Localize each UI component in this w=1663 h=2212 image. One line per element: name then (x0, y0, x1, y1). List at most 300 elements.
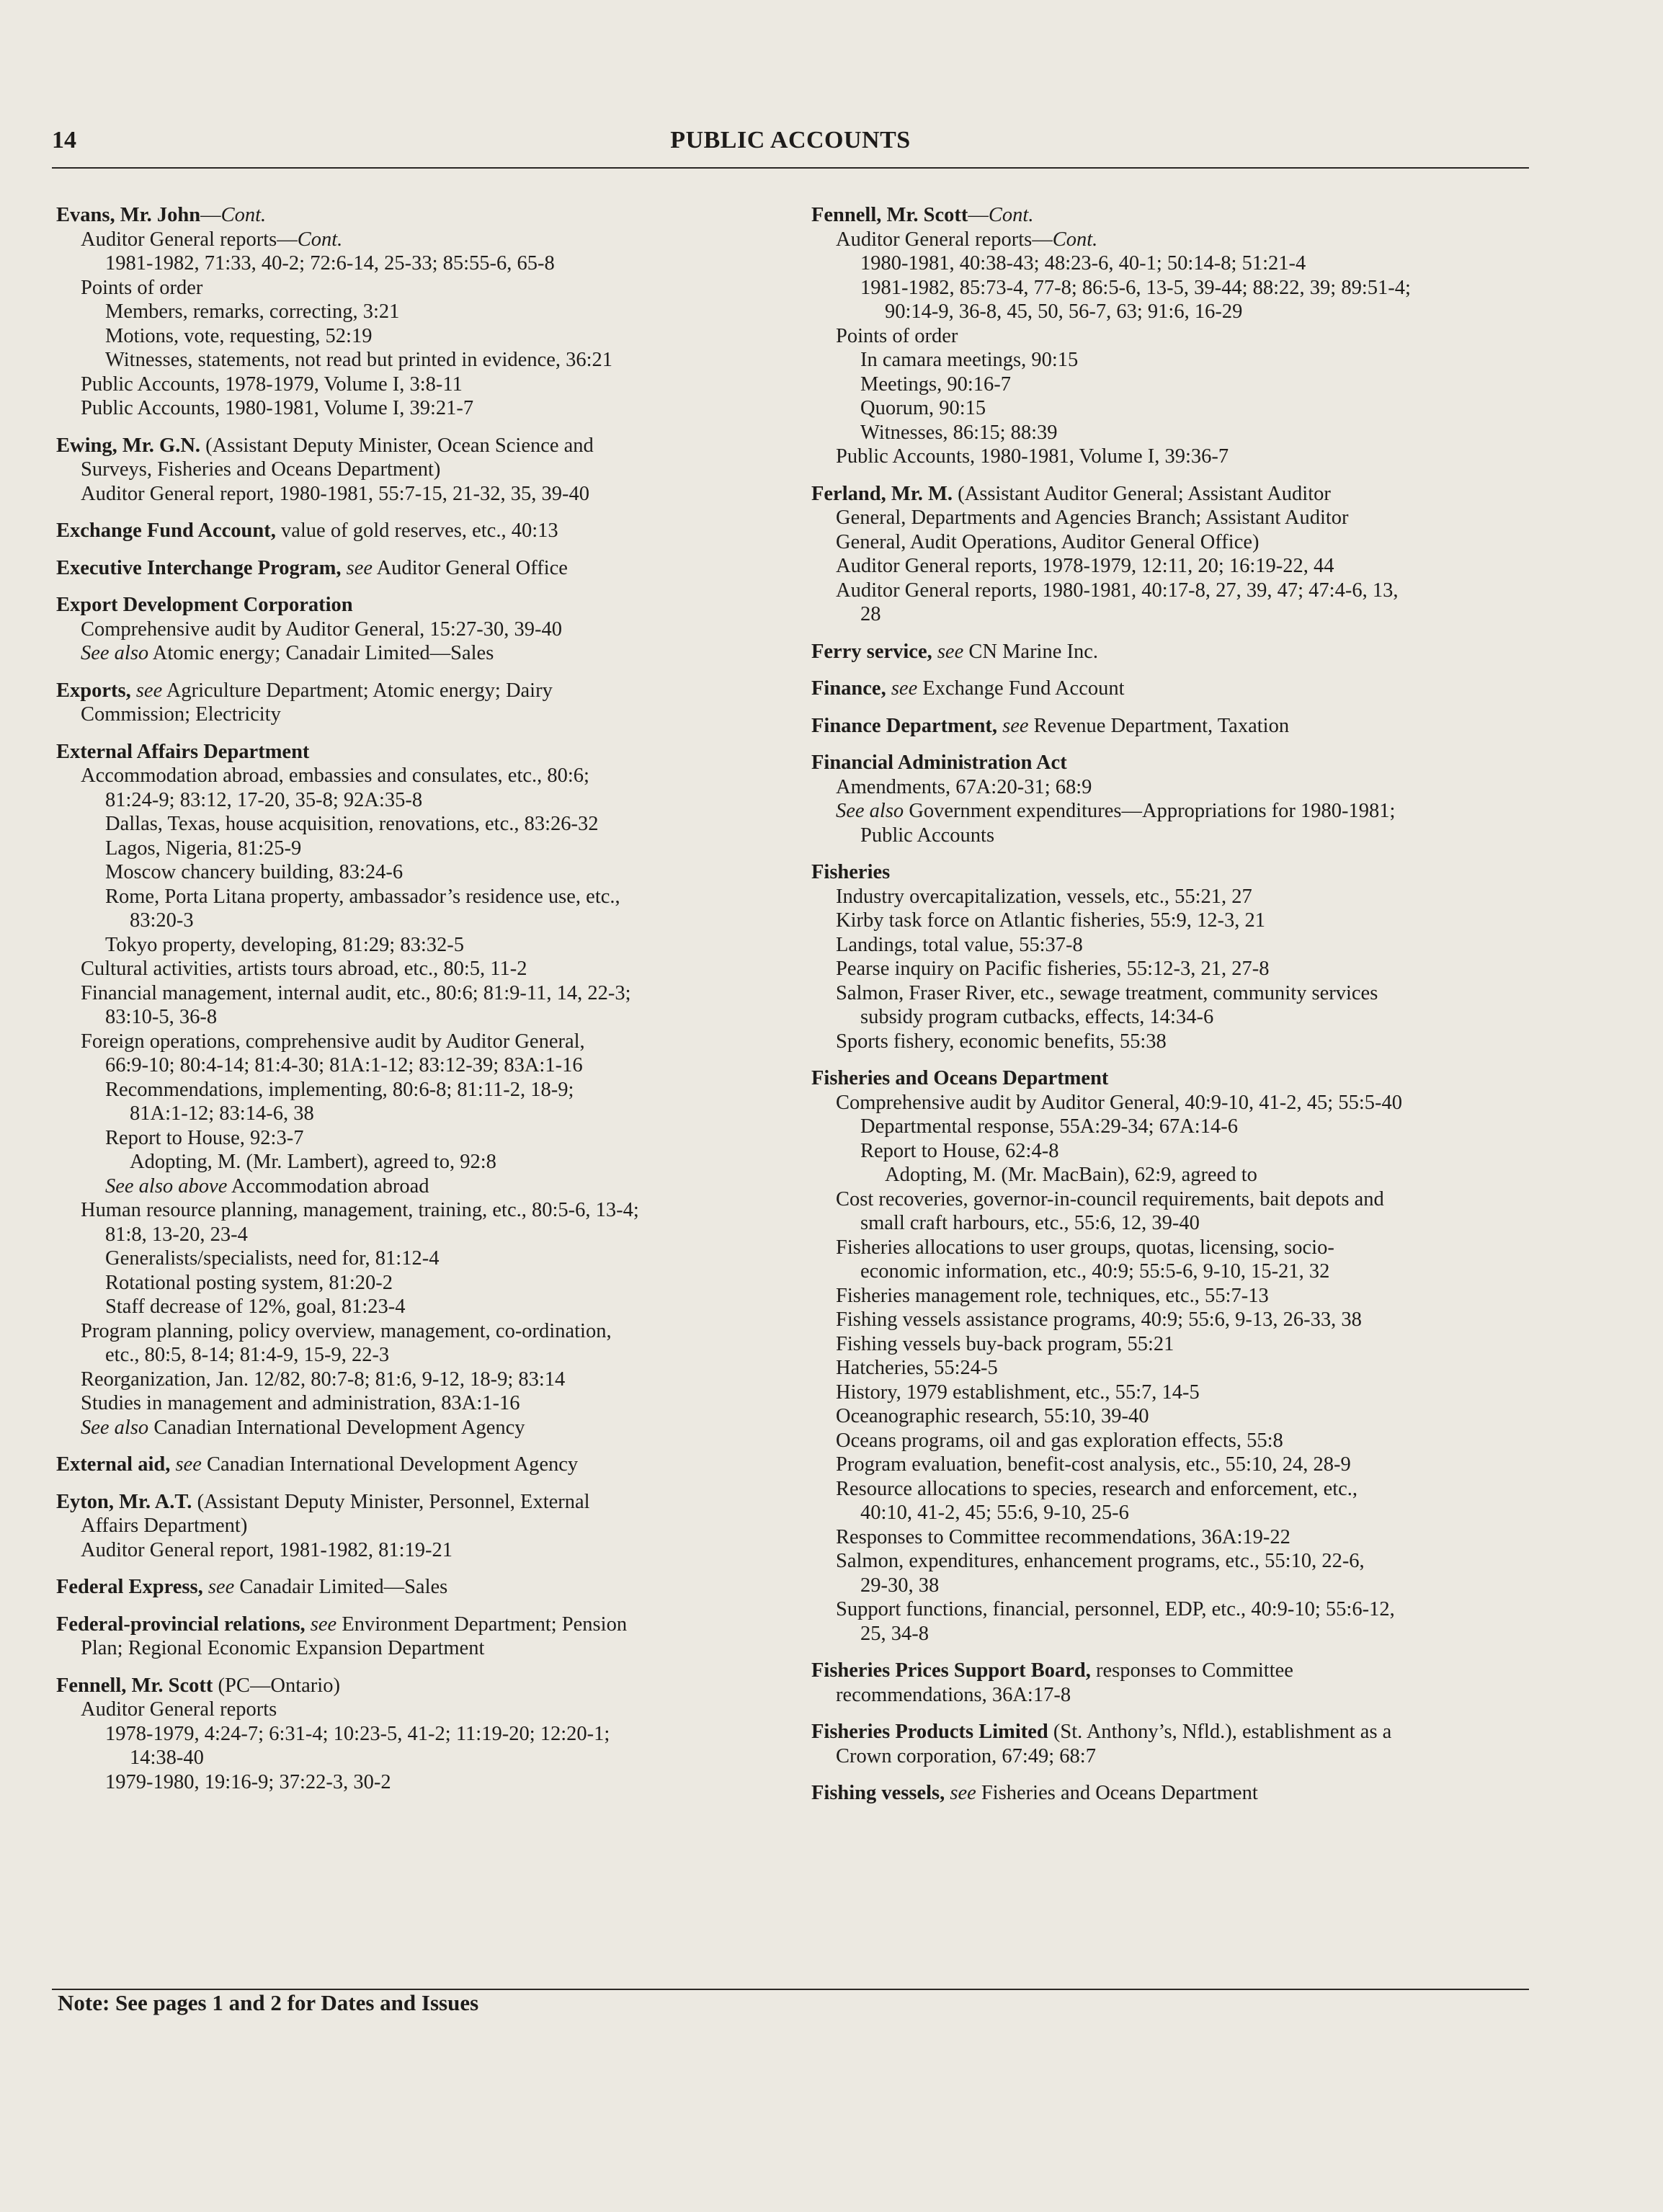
entry-subline (811, 1683, 1532, 1708)
entry-text: 1981-1982, 85:73-4, 77-8; 86:5-6, 13-5, 39-44; 88:22, 39; 89:51-4; (860, 276, 1411, 299)
entry-term: Exchange Fund Account, (56, 519, 276, 542)
entry-subline (811, 602, 1532, 627)
entry-subline (56, 396, 777, 421)
entry-subline (811, 228, 1532, 252)
entry-text: Affairs Department) (81, 1515, 248, 1537)
entry-subline (811, 933, 1532, 958)
entry-subline (811, 506, 1532, 530)
entry-text: Plan; Regional Economic Expansion Department (81, 1637, 485, 1659)
entry-text: Hatcheries, 55:24-5 (836, 1357, 998, 1379)
entry-text: recommendations, 36A:17-8 (836, 1683, 1071, 1706)
entry-text: Foreign operations, comprehensive audit by Auditor General, (81, 1030, 585, 1053)
entry-text: (Assistant Deputy Minister, Ocean Science and (200, 434, 594, 457)
entry-subline (56, 617, 777, 642)
entry-text: Public Accounts (860, 824, 995, 847)
entry-subline (811, 251, 1532, 276)
entry-text: etc., 80:5, 8-14; 81:4-9, 15-9, 22-3 (105, 1344, 390, 1366)
entry-text: Fisheries management role, techniques, etc., 55:7-13 (836, 1284, 1269, 1307)
entry-subline (811, 1429, 1532, 1453)
entry-text: small craft harbours, etc., 55:6, 12, 39-40 (860, 1212, 1200, 1234)
entry-text: Sports fishery, economic benefits, 55:38 (836, 1030, 1167, 1053)
entry-subline (56, 909, 777, 933)
entry-text: Canadian International Development Agency (201, 1453, 579, 1476)
entry-subline (56, 1319, 777, 1344)
entry-subline (56, 1722, 777, 1747)
entry-subline (811, 1525, 1532, 1550)
entry-subline (56, 1746, 777, 1770)
entry-text: Support functions, financial, personnel, EDP, etc., 40:9-10; 55:6-12, (836, 1598, 1395, 1620)
entry-text: Accommodation abroad (227, 1174, 429, 1198)
entry-term: Export Development Corporation (56, 594, 353, 616)
page-header (52, 127, 1529, 170)
entry-heading (56, 556, 777, 581)
entry-text: Financial management, internal audit, etc., 80:6; 81:9-11, 14, 22-3; (81, 981, 631, 1004)
entry-text: Staff decrease of 12%, goal, 81:23-4 (105, 1295, 406, 1318)
entry-text: Adopting, M. (Mr. Lambert), agreed to, 92:8 (130, 1151, 496, 1173)
entry-term: Ferland, Mr. M. (811, 482, 953, 505)
entry-text: (St. Anthony’s, Nfld.), establishment as a (1048, 1721, 1392, 1743)
entry-text: 83:10-5, 36-8 (105, 1006, 218, 1028)
entry-heading (56, 519, 777, 543)
entry-subline (811, 373, 1532, 397)
entry-text: Public Accounts, 1980-1981, Volume I, 39:21-7 (81, 397, 474, 419)
entry-subline (56, 837, 777, 861)
entry-subline (56, 641, 777, 666)
entry-text: Meetings, 90:16-7 (860, 373, 1011, 396)
entry-subline (56, 1295, 777, 1319)
entry-subline (56, 228, 777, 252)
entry-text: Reorganization, Jan. 12/82, 80:7-8; 81:6, 9-12, 18-9; 83:14 (81, 1368, 566, 1391)
entry-subline (811, 445, 1532, 469)
entry-subline (811, 1308, 1532, 1332)
entry-subline (56, 1174, 777, 1199)
entry-subline (811, 1744, 1532, 1769)
index-entry (56, 203, 777, 421)
entry-text: (Assistant Auditor General; Assistant Auditor (953, 482, 1331, 505)
entry-text: Responses to Committee recommendations, 36A:19-22 (836, 1525, 1290, 1548)
entry-text: 81:24-9; 83:12, 17-20, 35-8; 92A:35-8 (105, 788, 423, 811)
entry-heading (811, 1781, 1532, 1806)
entry-text: Cultural activities, artists tours abroad, etc., 80:5, 11-2 (81, 958, 527, 980)
entry-text: Government expenditures—Appropriations for 1980-1981; (904, 800, 1396, 822)
entry-subline (811, 348, 1532, 373)
entry-text: Lagos, Nigeria, 81:25-9 (105, 837, 302, 860)
entry-heading (56, 434, 777, 458)
entry-text: — (968, 204, 989, 226)
entry-heading (56, 203, 777, 228)
entry-crossref: see (341, 556, 373, 579)
entry-text: History, 1979 establishment, etc., 55:7, 14-5 (836, 1381, 1200, 1404)
entry-subline (811, 1332, 1532, 1357)
entry-subline (811, 1005, 1532, 1030)
entry-subline (811, 1091, 1532, 1115)
entry-subline (811, 1404, 1532, 1429)
entry-crossref: See also (836, 800, 904, 822)
entry-text: Surveys, Fisheries and Oceans Department) (81, 458, 441, 481)
entry-heading (56, 1674, 777, 1698)
entry-subline (56, 1247, 777, 1271)
entry-subline (811, 885, 1532, 909)
entry-subline (56, 348, 777, 373)
index-entry (56, 593, 777, 666)
entry-crossref: Cont. (220, 204, 267, 226)
entry-crossref: see (202, 1576, 235, 1598)
entry-subline (811, 1259, 1532, 1284)
entry-subline (811, 957, 1532, 981)
entry-text: 28 (860, 603, 881, 625)
entry-text: Motions, vote, requesting, 52:19 (105, 324, 373, 347)
entry-subline (811, 1163, 1532, 1187)
entry-crossref: Cont. (297, 228, 343, 251)
entry-term: Finance Department, (811, 714, 998, 737)
entry-text: Auditor General reports— (836, 228, 1053, 251)
entry-term: Fennell, Mr. Scott (56, 1674, 213, 1697)
entry-heading (56, 740, 777, 764)
entry-subline (56, 1005, 777, 1030)
entry-crossref: see (997, 714, 1029, 737)
entry-text: economic information, etc., 40:9; 55:5-6, 9-10, 15-21, 32 (860, 1260, 1330, 1283)
entry-subline (811, 824, 1532, 848)
entry-text: Exchange Fund Account (917, 677, 1125, 700)
entry-text: Kirby task force on Atlantic fisheries, 55:9, 12-3, 21 (836, 909, 1265, 932)
entry-subline (56, 933, 777, 958)
entry-subline (56, 324, 777, 349)
entry-text: Landings, total value, 55:37-8 (836, 933, 1083, 956)
entry-text: Rome, Porta Litana property, ambassador’s residence use, etc., (105, 885, 620, 908)
entry-text: Witnesses, 86:15; 88:39 (860, 421, 1058, 444)
entry-subline (811, 396, 1532, 421)
entry-text: Points of order (836, 324, 958, 347)
entry-text: 1978-1979, 4:24-7; 6:31-4; 10:23-5, 41-2; 11:19-20; 12:20-1; (105, 1722, 610, 1745)
entry-term: Eyton, Mr. A.T. (56, 1490, 192, 1513)
entry-term: Exports, (56, 679, 131, 702)
entry-subline (811, 1381, 1532, 1405)
entry-text: 1980-1981, 40:38-43; 48:23-6, 40-1; 50:14-8; 51:21-4 (860, 252, 1306, 275)
index-entry (811, 1720, 1532, 1768)
entry-subline (811, 1501, 1532, 1525)
entry-term: Executive Interchange Program, (56, 556, 342, 579)
entry-text: Public Accounts, 1978-1979, Volume I, 3:8-11 (81, 373, 463, 396)
entry-text: Accommodation abroad, embassies and consulates, etc., 80:6; (81, 764, 589, 787)
entry-subline (56, 1030, 777, 1054)
entry-subline (811, 775, 1532, 800)
entry-heading (811, 860, 1532, 885)
entry-crossref: see (945, 1782, 976, 1804)
right-column (811, 203, 1532, 1819)
index-entry (56, 519, 777, 543)
entry-heading (811, 482, 1532, 507)
entry-heading (56, 1490, 777, 1515)
entry-text: Comprehensive audit by Auditor General, 15:27-30, 39-40 (81, 617, 563, 641)
index-entry (811, 714, 1532, 739)
entry-crossref: Cont. (988, 204, 1034, 226)
entry-text: Human resource planning, management, training, etc., 80:5-6, 13-4; (81, 1199, 639, 1221)
index-entry (811, 751, 1532, 847)
entry-text: General, Departments and Agencies Branch; Assistant Auditor (836, 507, 1349, 529)
entry-text: Program planning, policy overview, management, co-ordination, (81, 1319, 612, 1342)
entry-subline (811, 1453, 1532, 1477)
entry-subline (811, 1477, 1532, 1502)
entry-text: — (200, 204, 221, 226)
entry-heading (56, 1453, 777, 1477)
entry-subline (56, 788, 777, 813)
entry-subline (811, 1211, 1532, 1236)
entry-term: Fisheries Prices Support Board, (811, 1659, 1091, 1682)
entry-term: Evans, Mr. John (56, 204, 201, 226)
entry-text: Fishing vessels buy-back program, 55:21 (836, 1332, 1174, 1355)
entry-subline (56, 1391, 777, 1416)
entry-subline (56, 1770, 777, 1795)
entry-text: Fisheries and Oceans Department (976, 1782, 1258, 1804)
entry-text: Auditor General reports— (81, 228, 298, 251)
entry-subline (811, 421, 1532, 445)
entry-subline (811, 1549, 1532, 1574)
entry-text: Rotational posting system, 81:20-2 (105, 1271, 393, 1294)
entry-heading (811, 203, 1532, 228)
entry-heading (811, 1066, 1532, 1091)
entry-subline (56, 764, 777, 788)
index-entry (811, 640, 1532, 664)
entry-subline (56, 1223, 777, 1247)
entry-text: Oceans programs, oil and gas exploration effects, 55:8 (836, 1429, 1283, 1452)
entry-subline (56, 1102, 777, 1126)
entry-text: Fisheries allocations to user groups, quotas, licensing, socio- (836, 1236, 1334, 1259)
entry-text: 83:20-3 (130, 909, 194, 932)
footer-note: Note: See pages 1 and 2 for Dates and Issues (58, 1990, 479, 2015)
entry-crossref: See also (81, 642, 149, 664)
entry-text: 14:38-40 (130, 1747, 204, 1769)
entry-subline (811, 1236, 1532, 1260)
entry-text: Report to House, 62:4-8 (860, 1139, 1059, 1162)
entry-text: Fishing vessels assistance programs, 40:9; 55:6, 9-13, 26-33, 38 (836, 1308, 1362, 1331)
index-entry (56, 1575, 777, 1600)
entry-subline (56, 1126, 777, 1151)
entry-text: 81:8, 13-20, 23-4 (105, 1223, 248, 1246)
entry-text: Canadair Limited—Sales (234, 1576, 448, 1598)
entry-subline (811, 1115, 1532, 1139)
entry-text: Public Accounts, 1980-1981, Volume I, 39:36-7 (836, 445, 1229, 468)
entry-crossref: See also (81, 1416, 149, 1439)
entry-text: 25, 34-8 (860, 1622, 929, 1645)
entry-term: Federal-provincial relations, (56, 1613, 306, 1636)
entry-term: Ewing, Mr. G.N. (56, 434, 201, 457)
entry-text: Points of order (81, 276, 203, 299)
index-entry (811, 203, 1532, 469)
page-title: PUBLIC ACCOUNTS (670, 127, 911, 153)
entry-subline (811, 1622, 1532, 1646)
entry-subline (811, 530, 1532, 555)
entry-term: Federal Express, (56, 1576, 203, 1598)
entry-subline (56, 276, 777, 300)
entry-text: Oceanographic research, 55:10, 39-40 (836, 1405, 1149, 1427)
page-number: 14 (52, 127, 76, 153)
entry-text: Auditor General report, 1980-1981, 55:7-15, 21-32, 35, 39-40 (81, 482, 590, 505)
entry-crossref: see (305, 1613, 337, 1636)
entry-text: Auditor General reports, 1980-1981, 40:17-8, 27, 39, 47; 47:4-6, 13, (836, 579, 1399, 602)
entry-subline (56, 482, 777, 507)
entry-heading (811, 640, 1532, 664)
index-entry (56, 1453, 777, 1477)
entry-term: Ferry service, (811, 640, 932, 663)
entry-heading (56, 1613, 777, 1637)
entry-text: Revenue Department, Taxation (1028, 714, 1290, 737)
index-entry (56, 740, 777, 1440)
entry-text: (PC—Ontario) (213, 1674, 340, 1697)
entry-text: 90:14-9, 36-8, 45, 50, 56-7, 63; 91:6, 16-29 (885, 300, 1243, 323)
entry-text: Cost recoveries, governor-in-council requirements, bait depots and (836, 1187, 1384, 1210)
entry-text: Witnesses, statements, not read but printed in evidence, 36:21 (105, 349, 613, 371)
entry-subline (811, 324, 1532, 349)
entry-text: Auditor General report, 1981-1982, 81:19-21 (81, 1538, 453, 1561)
index-entry (811, 860, 1532, 1053)
entry-subline (56, 703, 777, 727)
entry-subline (56, 981, 777, 1006)
entry-heading (811, 1659, 1532, 1683)
index-entry (56, 1613, 777, 1661)
entry-text: Members, remarks, correcting, 3:21 (105, 300, 400, 323)
entry-subline (811, 1030, 1532, 1054)
entry-text: Adopting, M. (Mr. MacBain), 62:9, agreed to (885, 1164, 1257, 1186)
entry-text: Dallas, Texas, house acquisition, renovations, etc., 83:26-32 (105, 813, 599, 835)
entry-text: Crown corporation, 67:49; 68:7 (836, 1744, 1096, 1767)
entry-subline (811, 300, 1532, 324)
entry-subline (811, 909, 1532, 933)
index-entry (811, 1659, 1532, 1707)
entry-text: General, Audit Operations, Auditor General Office) (836, 530, 1259, 553)
entry-text: Generalists/specialists, need for, 81:12-4 (105, 1247, 440, 1270)
entry-subline (56, 1271, 777, 1295)
entry-text: Auditor General Office (373, 556, 568, 579)
index-entry (56, 679, 777, 727)
entry-crossref: see (170, 1453, 202, 1476)
entry-subline (811, 1187, 1532, 1212)
entry-text: 81A:1-12; 83:14-6, 38 (130, 1102, 314, 1125)
entry-text: 1979-1980, 19:16-9; 37:22-3, 30-2 (105, 1770, 391, 1793)
entry-text: Canadian International Development Agency (148, 1416, 525, 1439)
entry-text: Recommendations, implementing, 80:6-8; 81:11-2, 18-9; (105, 1078, 574, 1101)
entry-text: 66:9-10; 80:4-14; 81:4-30; 81A:1-12; 83:12-39; 83A:1-16 (105, 1054, 583, 1076)
entry-subline (56, 1078, 777, 1102)
entry-text: subsidy program cutbacks, effects, 14:34-6 (860, 1006, 1214, 1028)
entry-crossref: Cont. (1052, 228, 1098, 251)
entry-term: Fisheries Products Limited (811, 1721, 1048, 1743)
entry-subline (811, 799, 1532, 824)
entry-text: Studies in management and administration, 83A:1-16 (81, 1392, 520, 1414)
entry-subline (56, 458, 777, 482)
entry-subline (811, 981, 1532, 1006)
entry-text: 29-30, 38 (860, 1574, 940, 1597)
entry-subline (56, 1514, 777, 1538)
entry-text: Auditor General reports (81, 1698, 277, 1721)
entry-subline (811, 554, 1532, 579)
entry-crossref: See also above (105, 1174, 228, 1198)
entry-text: Moscow chancery building, 83:24-6 (105, 861, 404, 883)
entry-text: Environment Department; Pension (336, 1613, 628, 1636)
entry-term: Fishing vessels, (811, 1782, 945, 1804)
entry-text: responses to Committee (1090, 1659, 1293, 1682)
entry-text: Atomic energy; Canadair Limited—Sales (148, 642, 494, 664)
entry-subline (56, 1636, 777, 1661)
entry-subline (56, 1198, 777, 1223)
header-rule (52, 167, 1529, 169)
entry-subline (56, 860, 777, 885)
entry-text: Comprehensive audit by Auditor General, 40:9-10, 41-2, 45; 55:5-40 (836, 1091, 1402, 1114)
entry-subline (811, 276, 1532, 300)
entry-subline (56, 885, 777, 909)
entry-heading (56, 679, 777, 703)
entry-text: Report to House, 92:3-7 (105, 1126, 304, 1149)
entry-text: Program evaluation, benefit-cost analysis, etc., 55:10, 24, 28-9 (836, 1453, 1351, 1476)
entry-text: Salmon, Fraser River, etc., sewage treatment, community services (836, 981, 1378, 1004)
entry-subline (56, 1416, 777, 1440)
index-entry (56, 434, 777, 507)
entry-subline (56, 1538, 777, 1563)
entry-text: CN Marine Inc. (963, 640, 1099, 663)
entry-subline (56, 957, 777, 981)
entry-heading (811, 1720, 1532, 1744)
entry-term: Finance, (811, 677, 886, 700)
entry-text: Quorum, 90:15 (860, 397, 986, 419)
entry-subline (56, 373, 777, 397)
entry-heading (56, 593, 777, 617)
entry-text: value of gold reserves, etc., 40:13 (275, 519, 558, 542)
entry-text: (Assistant Deputy Minister, Personnel, External (192, 1490, 590, 1513)
entry-crossref: see (886, 677, 918, 700)
index-entry (56, 556, 777, 581)
entry-term: External Affairs Department (56, 740, 310, 763)
entry-term: Fisheries and Oceans Department (811, 1067, 1109, 1089)
entry-heading (811, 714, 1532, 739)
entry-subline (56, 1698, 777, 1722)
entry-subline (56, 300, 777, 324)
entry-subline (811, 1356, 1532, 1381)
entry-text: 1981-1982, 71:33, 40-2; 72:6-14, 25-33; 85:55-6, 65-8 (105, 252, 555, 275)
index-entry (811, 1781, 1532, 1806)
left-column (56, 203, 777, 1807)
index-entry (811, 677, 1532, 701)
entry-subline (811, 1597, 1532, 1622)
entry-text: Tokyo property, developing, 81:29; 83:32-5 (105, 933, 464, 956)
index-entry (811, 482, 1532, 627)
entry-text: 40:10, 41-2, 45; 55:6, 9-10, 25-6 (860, 1502, 1129, 1524)
entry-heading (811, 677, 1532, 701)
entry-text: Industry overcapitalization, vessels, etc., 55:21, 27 (836, 885, 1252, 908)
entry-text: Commission; Electricity (81, 703, 281, 726)
index-entry (56, 1490, 777, 1563)
entry-text: In camara meetings, 90:15 (860, 349, 1079, 371)
entry-crossref: see (130, 679, 163, 702)
entry-term: Fisheries (811, 861, 891, 883)
entry-text: Salmon, expenditures, enhancement programs, etc., 55:10, 22-6, (836, 1550, 1365, 1572)
entry-term: Fennell, Mr. Scott (811, 204, 968, 226)
entry-text: Resource allocations to species, research and enforcement, etc., (836, 1477, 1358, 1500)
entry-subline (56, 1150, 777, 1174)
entry-subline (56, 812, 777, 837)
entry-subline (56, 1053, 777, 1078)
entry-text: Amendments, 67A:20-31; 68:9 (836, 775, 1092, 798)
index-entry (811, 1066, 1532, 1646)
entry-text: Pearse inquiry on Pacific fisheries, 55:12-3, 21, 27-8 (836, 958, 1270, 980)
entry-term: External aid, (56, 1453, 171, 1476)
entry-text: Auditor General reports, 1978-1979, 12:11, 20; 16:19-22, 44 (836, 555, 1334, 577)
entry-subline (811, 1139, 1532, 1164)
entry-subline (811, 1284, 1532, 1308)
entry-subline (56, 1368, 777, 1392)
entry-text: Agriculture Department; Atomic energy; Dairy (162, 679, 553, 702)
entry-term: Financial Administration Act (811, 752, 1067, 774)
entry-heading (56, 1575, 777, 1600)
entry-text: Departmental response, 55A:29-34; 67A:14-6 (860, 1115, 1238, 1138)
